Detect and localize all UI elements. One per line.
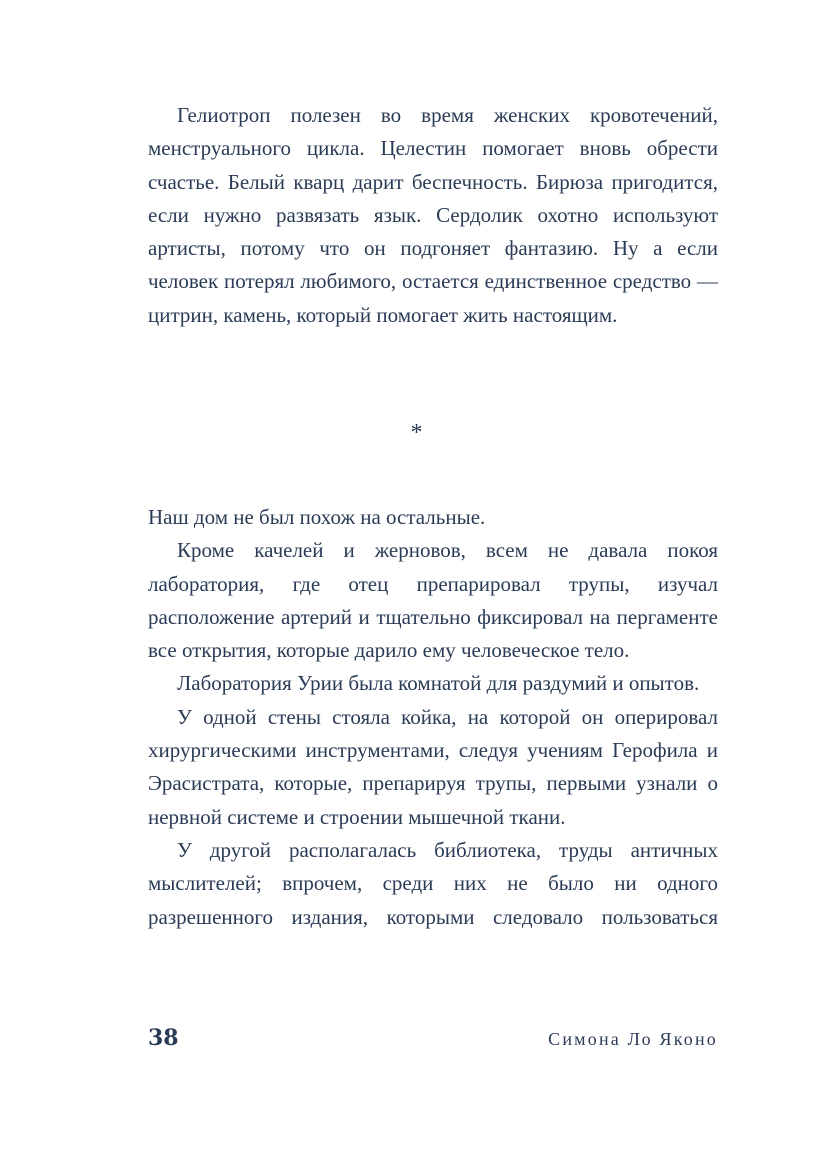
text-block-bottom [148, 501, 718, 934]
paragraph-laboratory: Кроме качелей и жерновов, всем не давала покоя лаборатория, где отец препарировал трупы, изучал расположение артерий и тщательно фиксировал на пергаменте все открытия, которые дарило ему человеческое тело. [148, 538, 718, 663]
paragraph-gemstones: Гелиотроп полезен во время женских кровотечений, менструального цикла. Целестин помогает вновь обрести счастье. Белый кварц дарит беспечность. Бирюза пригодится, если нужно развязать язык. Сердолик охотно используют артисты, потому что он подгоняет фантазию. Ну а если человек потерял любимого, остается единственное средство — цитрин, камень, который помогает жить настоящим. [148, 103, 718, 327]
paragraph-library: У другой располагалась библиотека, труды античных мыслителей; впрочем, среди них не было ни одного разрешенного издания, которыми следовало пользоваться [148, 837, 718, 929]
text-block-top [148, 99, 718, 332]
section-separator: * [410, 420, 423, 446]
paragraph-uria-lab: Лаборатория Урии была комнатой для раздумий и опытов. [177, 671, 700, 696]
paragraph-house: Наш дом не был похож на остальные. [148, 505, 486, 529]
running-footer-author: Симона Ло Яконо [548, 1029, 718, 1049]
page-number: 38 [148, 1025, 179, 1051]
paragraph-operating-bed: У одной стены стояла койка, на которой он оперировал хирургическими инструментами, следуя учениям Герофила и Эрасистрата, которые, препарируя трупы, первыми узнали о нервной системе и строении мышечной ткани. [148, 704, 718, 829]
